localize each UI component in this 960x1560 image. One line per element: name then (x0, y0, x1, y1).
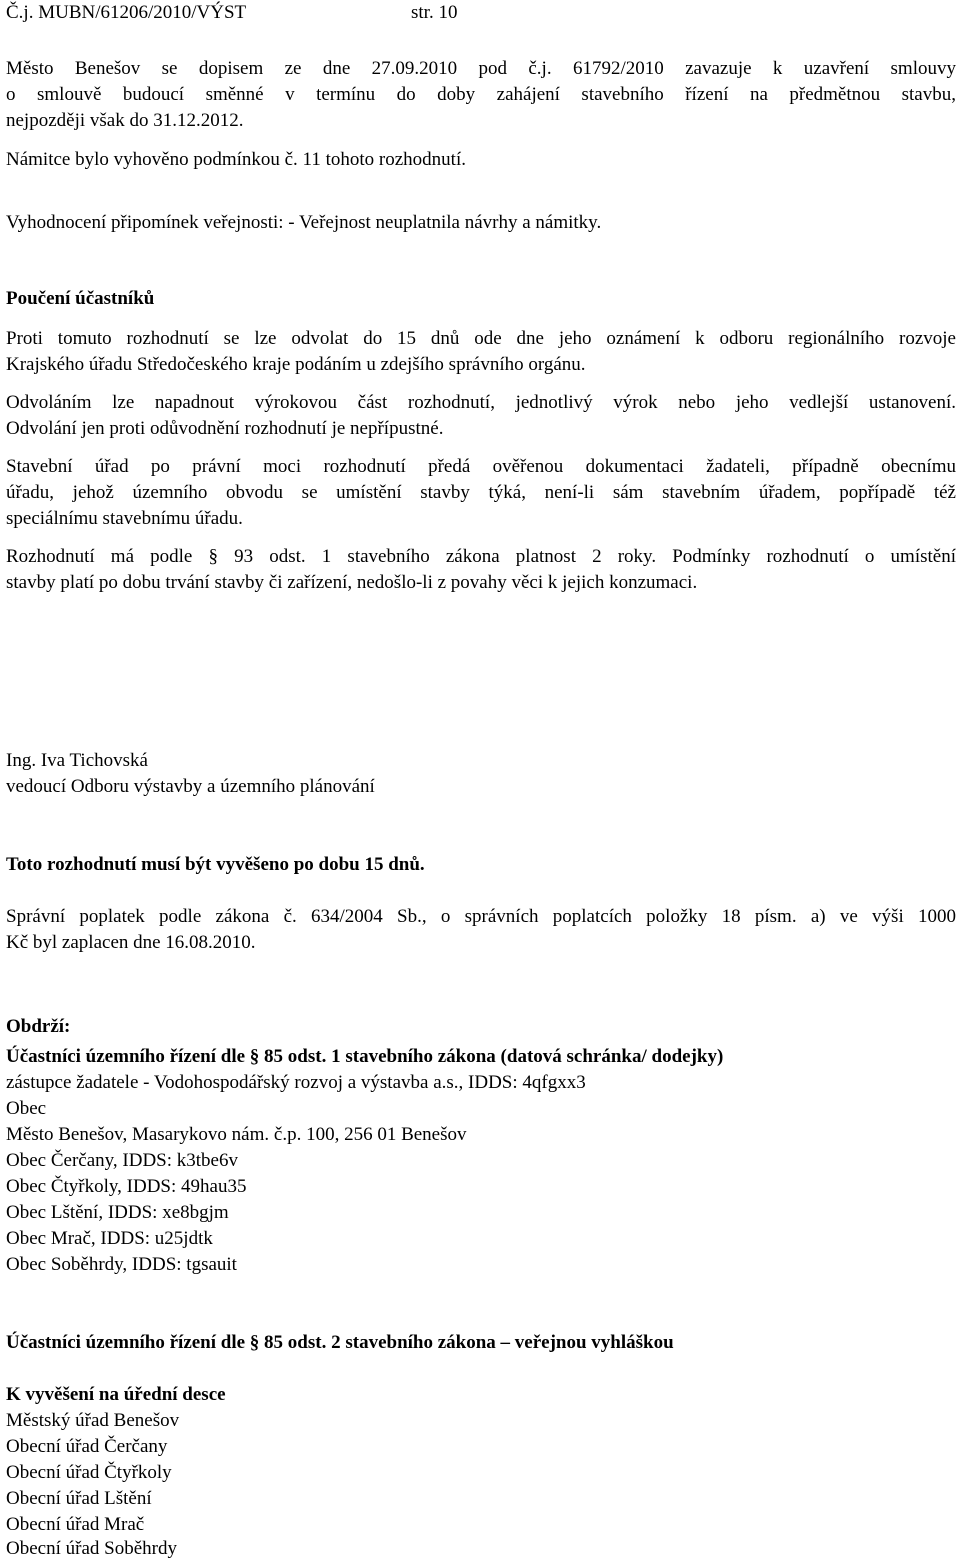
text-line: o smlouvě budoucí směnné v termínu do doby zahájení stavebního řízení na předmětnou stavbu, (6, 84, 956, 105)
public-comments: Vyhodnocení připomínek veřejnosti: - Veřejnost neuplatnila návrhy a námitky. (6, 212, 602, 233)
text-line: stavby platí po dobu trvání stavby či zařízení, nedošlo-li z povahy věci k jejich konzumaci. (6, 572, 698, 593)
board-title: K vyvěšení na úřední desce (6, 1384, 226, 1405)
list-item: Obec Čtyřkoly, IDDS: 49hau35 (6, 1176, 247, 1197)
list-item: Město Benešov, Masarykovo nám. č.p. 100, 256 01 Benešov (6, 1124, 467, 1145)
text-line: Odvolání jen proti odůvodnění rozhodnutí je nepřípustné. (6, 418, 444, 439)
list-item: Obecní úřad Mrač (6, 1514, 145, 1535)
list-item: Obec Mrač, IDDS: u25jdtk (6, 1228, 213, 1249)
list-item: Obec (6, 1098, 47, 1119)
signatory-role: vedoucí Odboru výstavby a územního plánování (6, 776, 375, 797)
text-line: Stavební úřad po právní moci rozhodnutí předá ověřenou dokumentaci žadateli, případně obecnímu (6, 456, 956, 477)
group2-title: Účastníci územního řízení dle § 85 odst. 2 stavebního zákona – veřejnou vyhláškou (6, 1332, 674, 1353)
text-line: nejpozději však do 31.12.2012. (6, 110, 244, 131)
text-line: Kč byl zaplacen dne 16.08.2010. (6, 932, 256, 953)
list-item: Obecní úřad Čtyřkoly (6, 1462, 172, 1483)
signatory-name: Ing. Iva Tichovská (6, 750, 148, 771)
text-line: Správní poplatek podle zákona č. 634/2004 Sb., o správních poplatcích položky 18 písm. a) ve výši 1000 (6, 906, 956, 927)
list-item: Obec Čerčany, IDDS: k3tbe6v (6, 1150, 238, 1171)
list-item: Obec Lštění, IDDS: xe8bgjm (6, 1202, 229, 1223)
list-item: Obec Soběhrdy, IDDS: tgsauit (6, 1254, 237, 1275)
text-line: speciálnímu stavebnímu úřadu. (6, 508, 243, 529)
text-line: Město Benešov se dopisem ze dne 27.09.2010 pod č.j. 61792/2010 zavazuje k uzavření smlouvy (6, 58, 956, 79)
list-item: Obecní úřad Čerčany (6, 1436, 168, 1457)
list-item: Obecní úřad Soběhrdy (6, 1538, 177, 1559)
group1-title: Účastníci územního řízení dle § 85 odst. 1 stavebního zákona (datová schránka/ dodejky) (6, 1046, 724, 1067)
posting-notice: Toto rozhodnutí musí být vyvěšeno po dobu 15 dnů. (6, 854, 425, 875)
objection-result: Námitce bylo vyhověno podmínkou č. 11 tohoto rozhodnutí. (6, 149, 466, 170)
text-line: Krajského úřadu Středočeského kraje podáním u zdejšího správního orgánu. (6, 354, 586, 375)
section-title: Poučení účastníků (6, 288, 155, 309)
text-line: Odvoláním lze napadnout výrokovou část rozhodnutí, jednotlivý výrok nebo jeho vedlejší ustanovení. (6, 392, 956, 413)
text-line: Rozhodnutí má podle § 93 odst. 1 stavebního zákona platnost 2 roky. Podmínky rozhodnutí o umístění (6, 546, 956, 567)
list-item: zástupce žadatele - Vodohospodářský rozvoj a výstavba a.s., IDDS: 4qfgxx3 (6, 1072, 586, 1093)
reference-number: Č.j. MUBN/61206/2010/VÝST (6, 2, 247, 23)
page-number: str. 10 (411, 2, 458, 23)
list-item: Obecní úřad Lštění (6, 1488, 152, 1509)
text-line: úřadu, jehož územního obvodu se umístění stavby týká, není-li sám stavebním úřadem, popřípadě též (6, 482, 956, 503)
recipients-title: Obdrží: (6, 1016, 71, 1037)
list-item: Městský úřad Benešov (6, 1410, 180, 1431)
text-line: Proti tomuto rozhodnutí se lze odvolat do 15 dnů ode dne jeho oznámení k odboru regionálního rozvoje (6, 328, 956, 349)
